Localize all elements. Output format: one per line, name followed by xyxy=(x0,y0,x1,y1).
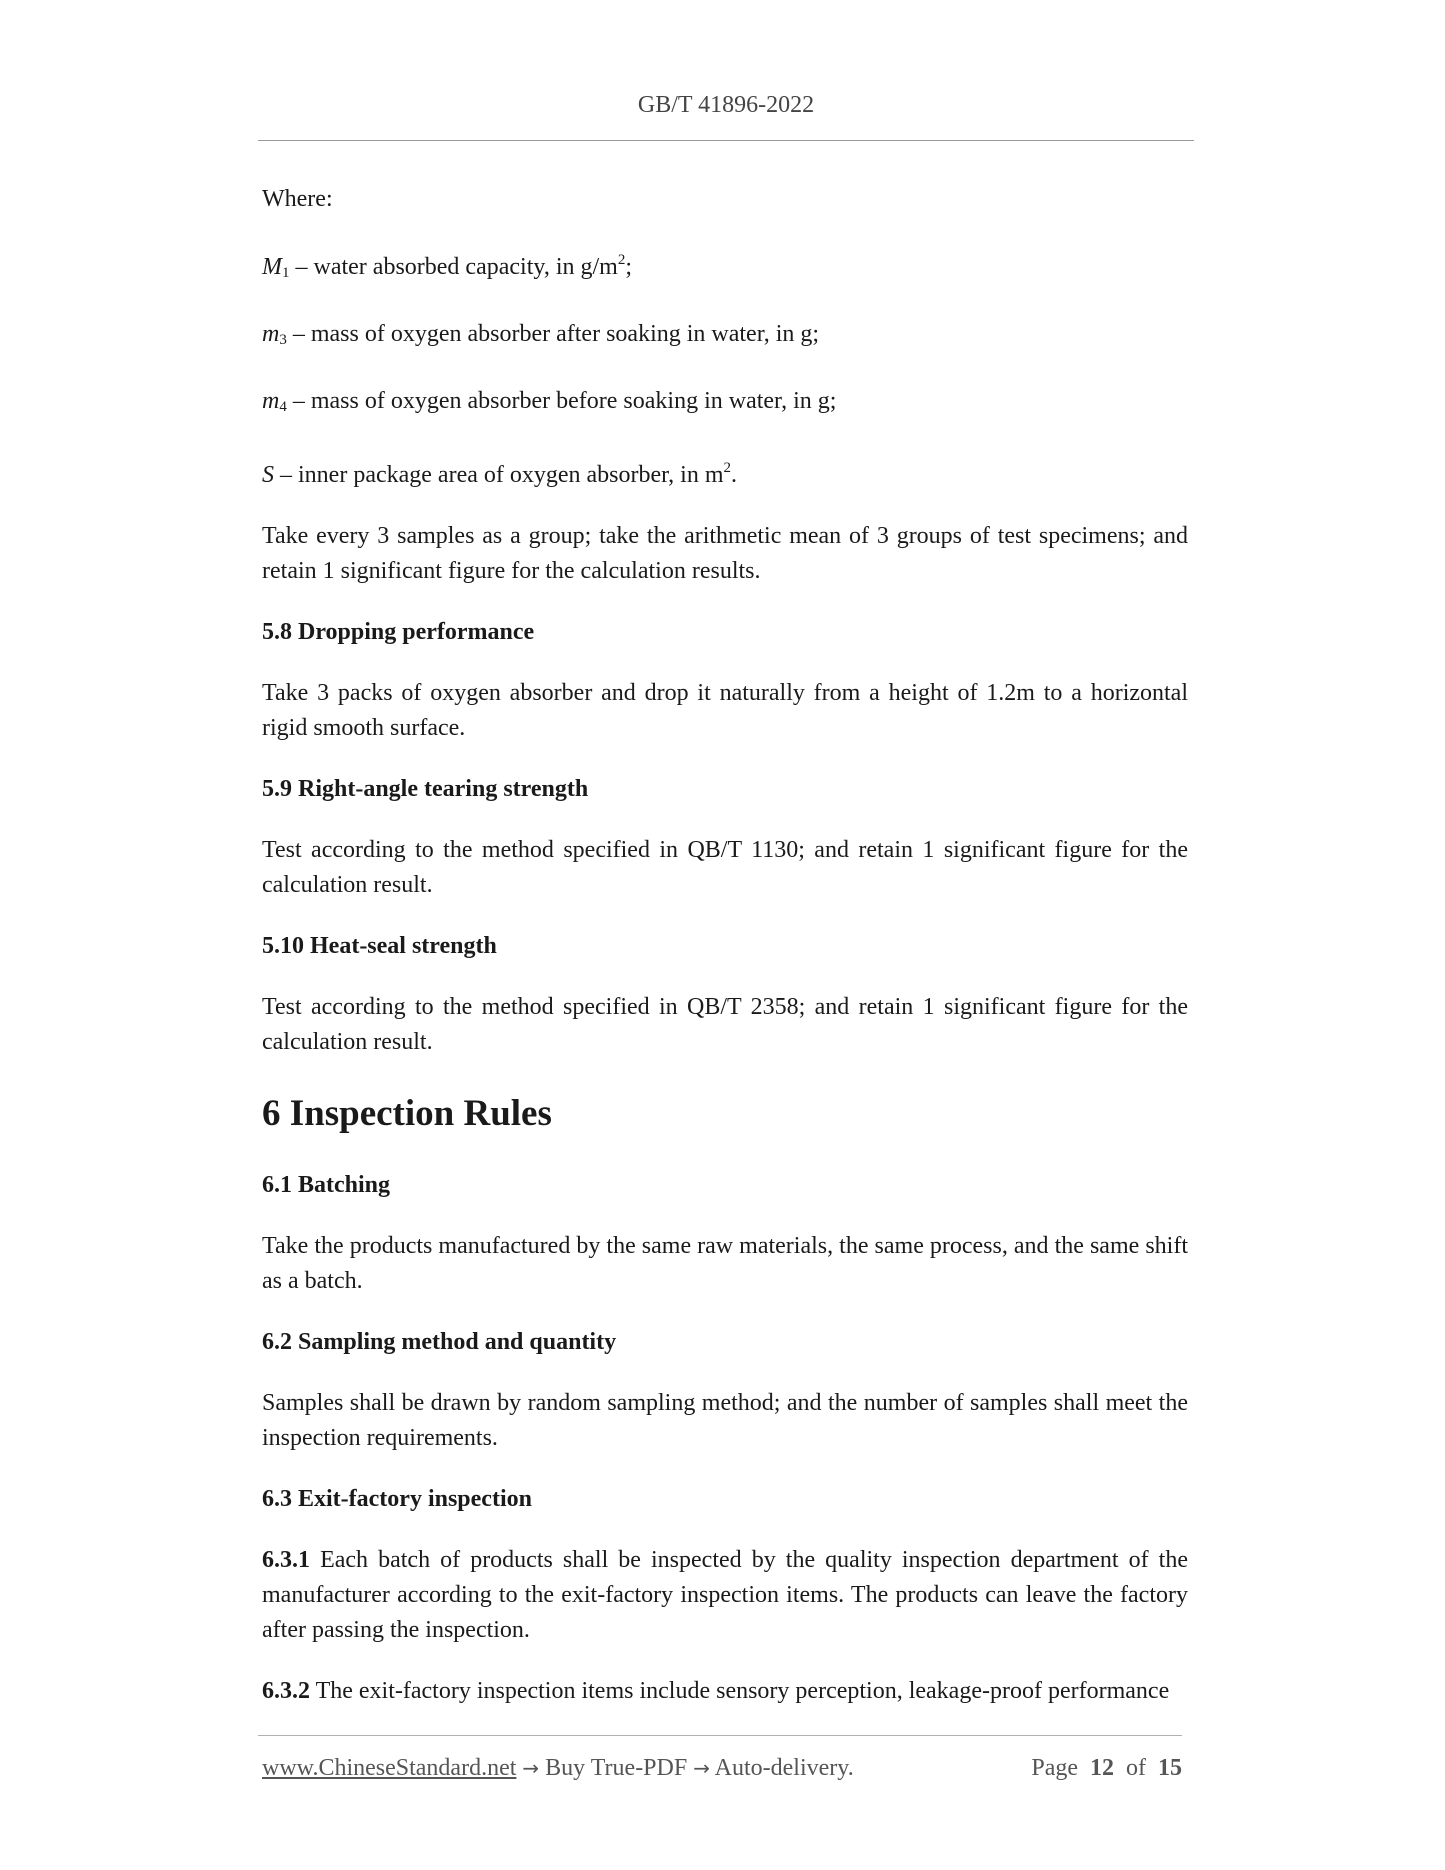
page-indicator xyxy=(1031,1755,1182,1782)
header-divider xyxy=(258,140,1194,141)
arrow-right-icon: → xyxy=(522,1756,540,1780)
site-link[interactable]: www.ChineseStandard.net xyxy=(262,1755,517,1781)
groups-paragraph: Take every 3 samples as a group; take the arithmetic mean of 3 groups of test specimens; and retain 1 significant figure for the calculation results. xyxy=(262,523,1188,584)
arrow-right-icon: → xyxy=(693,1756,710,1780)
footer-divider xyxy=(258,1735,1182,1736)
running-header: GB/T 41896-2022 xyxy=(637,92,815,118)
buy-pdf-text: Buy True-PDF xyxy=(539,1755,694,1781)
variable-subscript: 4 xyxy=(279,399,287,415)
variable-description: – mass of oxygen absorber before soaking in water, in g; xyxy=(286,388,837,414)
clause-6-3-2 xyxy=(262,1674,1188,1709)
section-6-1-heading: 6.1 Batching xyxy=(262,1172,391,1198)
variable-subscript: 3 xyxy=(279,332,287,348)
clause-text: Each batch of products shall be inspected by the quality inspection department of the manufacturer according to the exit-factory inspection items. The products can leave the factory after passing the inspection. xyxy=(262,1547,1188,1643)
section-5-9-heading: 5.9 Right-angle tearing strength xyxy=(262,776,589,802)
variable-description: – inner package area of oxygen absorber, in m xyxy=(274,462,724,488)
where-intro: Where: xyxy=(262,186,333,212)
section-5-10-heading: 5.10 Heat-seal strength xyxy=(262,933,497,959)
page-footer xyxy=(262,1755,1182,1789)
definition-end: . xyxy=(731,462,738,488)
page-body xyxy=(262,182,1188,1735)
chapter-6-heading: 6 Inspection Rules xyxy=(262,1093,552,1134)
section-6-3-heading: 6.3 Exit-factory inspection xyxy=(262,1486,532,1512)
variable-description: – mass of oxygen absorber after soaking in water, in g; xyxy=(286,321,820,347)
variable-symbol: S xyxy=(262,462,274,488)
variable-symbol: m xyxy=(262,321,280,347)
variable-symbol: M xyxy=(262,254,282,280)
page-label: Page xyxy=(1031,1755,1078,1781)
unit-superscript: 2 xyxy=(723,460,732,476)
variable-definition-m4 xyxy=(262,384,1188,425)
section-5-10-text: Test according to the method specified in QB/T 2358; and retain 1 significant figure for the calculation result. xyxy=(262,994,1188,1055)
clause-6-3-1 xyxy=(262,1543,1188,1648)
total-pages-number: 15 xyxy=(1158,1755,1182,1781)
variable-symbol: m xyxy=(262,388,280,414)
section-5-9-text: Test according to the method specified in QB/T 1130; and retain 1 significant figure for the calculation result. xyxy=(262,837,1188,898)
footer-promo xyxy=(262,1755,854,1782)
clause-text: The exit-factory inspection items include sensory perception, leakage-proof performance xyxy=(310,1678,1170,1704)
section-6-2-text: Samples shall be drawn by random sampling method; and the number of samples shall meet the inspection requirements. xyxy=(262,1390,1188,1451)
variable-definition-m3 xyxy=(262,317,1188,358)
definition-end: ; xyxy=(625,254,632,280)
variable-definition-s xyxy=(262,451,1188,493)
variable-description: – water absorbed capacity, in g/m xyxy=(289,254,618,280)
clause-number: 6.3.1 xyxy=(262,1547,310,1573)
variable-subscript: 1 xyxy=(282,265,290,281)
variable-definition-m1 xyxy=(262,243,1188,291)
current-page-number: 12 xyxy=(1090,1755,1114,1781)
section-6-1-text: Take the products manufactured by the same raw materials, the same process, and the same shift as a batch. xyxy=(262,1233,1188,1294)
section-5-8-text: Take 3 packs of oxygen absorber and drop it naturally from a height of 1.2m to a horizontal rigid smooth surface. xyxy=(262,680,1188,741)
unit-superscript: 2 xyxy=(617,252,626,268)
clause-number: 6.3.2 xyxy=(262,1678,310,1704)
section-5-8-heading: 5.8 Dropping performance xyxy=(262,619,535,645)
section-6-2-heading: 6.2 Sampling method and quantity xyxy=(262,1329,617,1355)
auto-delivery-text: Auto-delivery. xyxy=(709,1755,854,1781)
of-label: of xyxy=(1126,1755,1146,1781)
